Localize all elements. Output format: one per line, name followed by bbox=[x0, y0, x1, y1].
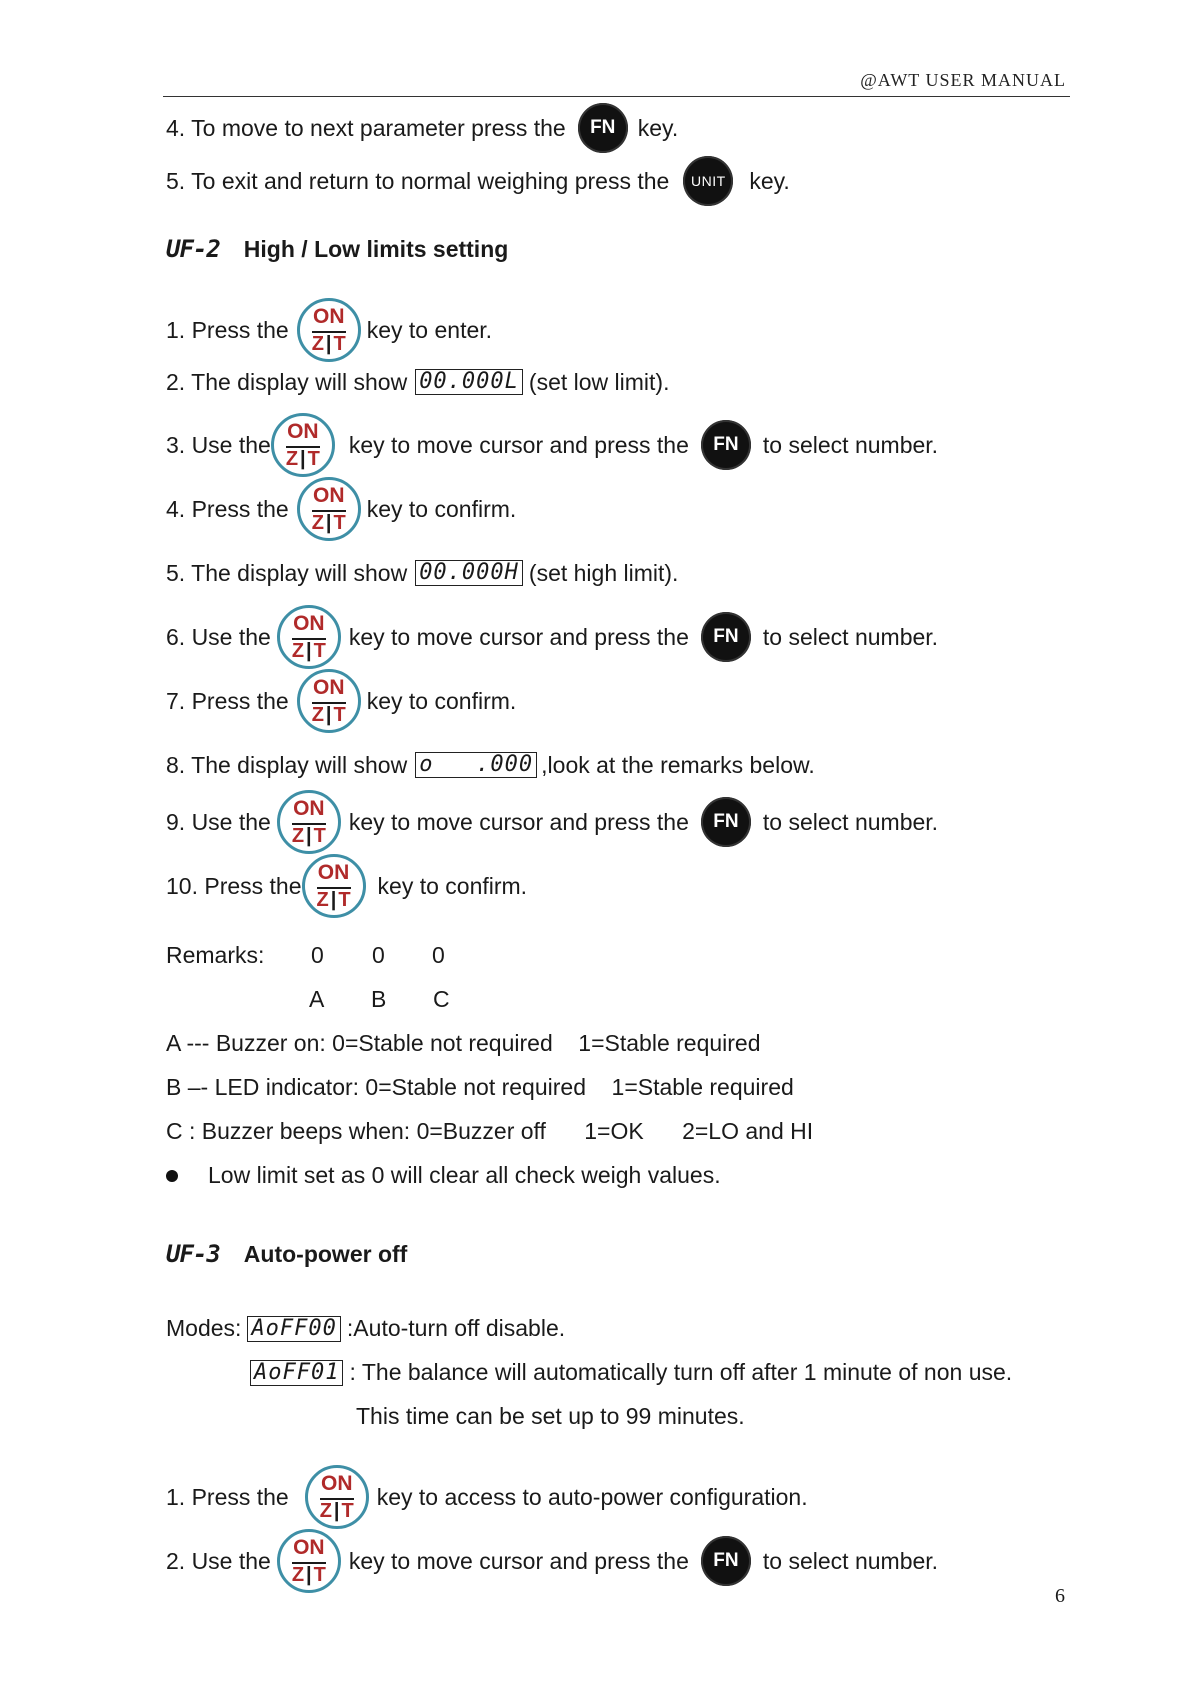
uf3-mode-1 bbox=[166, 1315, 565, 1342]
uf2-step-7 bbox=[166, 674, 516, 728]
remark-value-b: 0 bbox=[372, 942, 385, 968]
on-zt-key-icon: ON Z | T bbox=[277, 1529, 341, 1593]
lcd-display: 00.000L bbox=[415, 369, 523, 395]
uf3-mode-2-continuation: This time can be set up to 99 minutes. bbox=[356, 1403, 745, 1429]
step-text: 1. Press the bbox=[166, 1483, 289, 1510]
step-text: key to move cursor and press the bbox=[348, 1547, 689, 1574]
step-text: key to confirm. bbox=[366, 495, 517, 522]
section-uf3-heading bbox=[166, 1234, 407, 1274]
uf2-step-8 bbox=[166, 738, 815, 792]
uf2-step-3 bbox=[166, 418, 938, 472]
remark-b-description: B –- LED indicator: 0=Stable not required 1=Stable required bbox=[166, 1074, 794, 1100]
uf2-step-9 bbox=[166, 795, 938, 849]
step-text: 5. To exit and return to normal weighing press the bbox=[166, 167, 670, 194]
on-zt-key-icon: ON Z | T bbox=[271, 413, 335, 477]
step-text: (set high limit). bbox=[528, 559, 679, 586]
step-text: key to move cursor and press the bbox=[348, 431, 689, 458]
step-text: key to confirm. bbox=[366, 687, 517, 714]
fn-key-icon: FN bbox=[701, 797, 751, 847]
step-text: key to move cursor and press the bbox=[348, 808, 689, 835]
on-zt-key-icon: ON Z | T bbox=[302, 854, 366, 918]
uf2-step-4 bbox=[166, 482, 516, 536]
lcd-display: AoFF00 bbox=[247, 1316, 340, 1342]
mode-text: :Auto-turn off disable. bbox=[346, 1315, 566, 1341]
step-text: to select number. bbox=[762, 808, 939, 835]
remark-letter-c: C bbox=[433, 986, 450, 1012]
on-zt-key-icon: ON Z | T bbox=[277, 790, 341, 854]
remark-a-description: A --- Buzzer on: 0=Stable not required 1=Stable required bbox=[166, 1030, 761, 1056]
uf3-mode-2 bbox=[250, 1359, 1012, 1386]
step-text: to select number. bbox=[762, 623, 939, 650]
fn-key-icon: FN bbox=[701, 420, 751, 470]
bullet-note bbox=[166, 1162, 721, 1189]
section-title: High / Low limits setting bbox=[243, 235, 509, 262]
uf2-step-6 bbox=[166, 610, 938, 664]
uf2-step-2 bbox=[166, 355, 669, 409]
lcd-display: AoFF01 bbox=[250, 1360, 343, 1386]
section-code: UF-3 bbox=[166, 1240, 220, 1268]
on-zt-key-icon: ON Z | T bbox=[297, 298, 361, 362]
step-text: ,look at the remarks below. bbox=[541, 751, 815, 778]
step-text: to select number. bbox=[762, 1547, 939, 1574]
uf2-step-1 bbox=[166, 303, 492, 357]
remarks-label: Remarks: bbox=[166, 942, 265, 968]
uf2-step-5 bbox=[166, 546, 678, 600]
intro-step-5 bbox=[166, 154, 790, 208]
step-text: 2. Use the bbox=[166, 1547, 271, 1574]
step-text: key to access to auto-power configuration. bbox=[376, 1483, 808, 1510]
unit-key-icon: UNIT bbox=[683, 156, 733, 206]
step-text: to select number. bbox=[762, 431, 939, 458]
step-text: 8. The display will show bbox=[166, 751, 408, 778]
bullet-text: Low limit set as 0 will clear all check weigh values. bbox=[208, 1162, 721, 1188]
remark-value-a: 0 bbox=[311, 942, 324, 968]
header-title: @AWT USER MANUAL bbox=[860, 70, 1066, 90]
step-text: 9. Use the bbox=[166, 808, 271, 835]
step-text: 6. Use the bbox=[166, 623, 271, 650]
step-text: (set low limit). bbox=[528, 368, 670, 395]
section-code: UF-2 bbox=[166, 235, 220, 263]
on-zt-key-icon: ON Z | T bbox=[297, 477, 361, 541]
modes-label: Modes: bbox=[166, 1315, 242, 1341]
section-uf2-heading bbox=[166, 229, 508, 269]
step-text: 5. The display will show bbox=[166, 559, 408, 586]
fn-key-icon: FN bbox=[578, 103, 628, 153]
step-text: key to move cursor and press the bbox=[348, 623, 689, 650]
lcd-display: o .000 bbox=[415, 752, 537, 778]
fn-key-icon: FN bbox=[701, 1536, 751, 1586]
step-text: 4. Press the bbox=[166, 495, 289, 522]
step-text: key. bbox=[749, 167, 790, 194]
mode-text: : The balance will automatically turn off after 1 minute of non use. bbox=[349, 1359, 1013, 1385]
step-text: key to enter. bbox=[366, 316, 493, 343]
uf3-step-2 bbox=[166, 1534, 938, 1588]
on-zt-key-icon: ON Z | T bbox=[277, 605, 341, 669]
bullet-icon bbox=[166, 1170, 178, 1182]
step-text: 2. The display will show bbox=[166, 368, 408, 395]
lcd-display: 00.000H bbox=[415, 560, 523, 586]
fn-key-icon: FN bbox=[701, 612, 751, 662]
step-text: 1. Press the bbox=[166, 316, 289, 343]
remark-letter-a: A bbox=[309, 986, 325, 1012]
page-header bbox=[163, 70, 1070, 97]
remark-c-description: C : Buzzer beeps when: 0=Buzzer off 1=OK 2=LO and HI bbox=[166, 1118, 814, 1144]
step-text: 3. Use the bbox=[166, 431, 271, 458]
step-text: key. bbox=[637, 114, 679, 141]
step-text: 4. To move to next parameter press the bbox=[166, 114, 566, 141]
on-zt-key-icon: ON Z | T bbox=[297, 669, 361, 733]
intro-step-4 bbox=[166, 101, 678, 155]
step-text: key to confirm. bbox=[377, 872, 528, 899]
remark-letter-b: B bbox=[371, 986, 387, 1012]
section-title: Auto-power off bbox=[243, 1240, 408, 1267]
remark-value-c: 0 bbox=[432, 942, 445, 968]
uf2-step-10 bbox=[166, 859, 527, 913]
page-number: 6 bbox=[1055, 1585, 1065, 1607]
uf3-step-1 bbox=[166, 1470, 808, 1524]
step-text: 7. Press the bbox=[166, 687, 289, 714]
step-text: 10. Press the bbox=[166, 872, 302, 899]
on-zt-key-icon: ON Z | T bbox=[305, 1465, 369, 1529]
